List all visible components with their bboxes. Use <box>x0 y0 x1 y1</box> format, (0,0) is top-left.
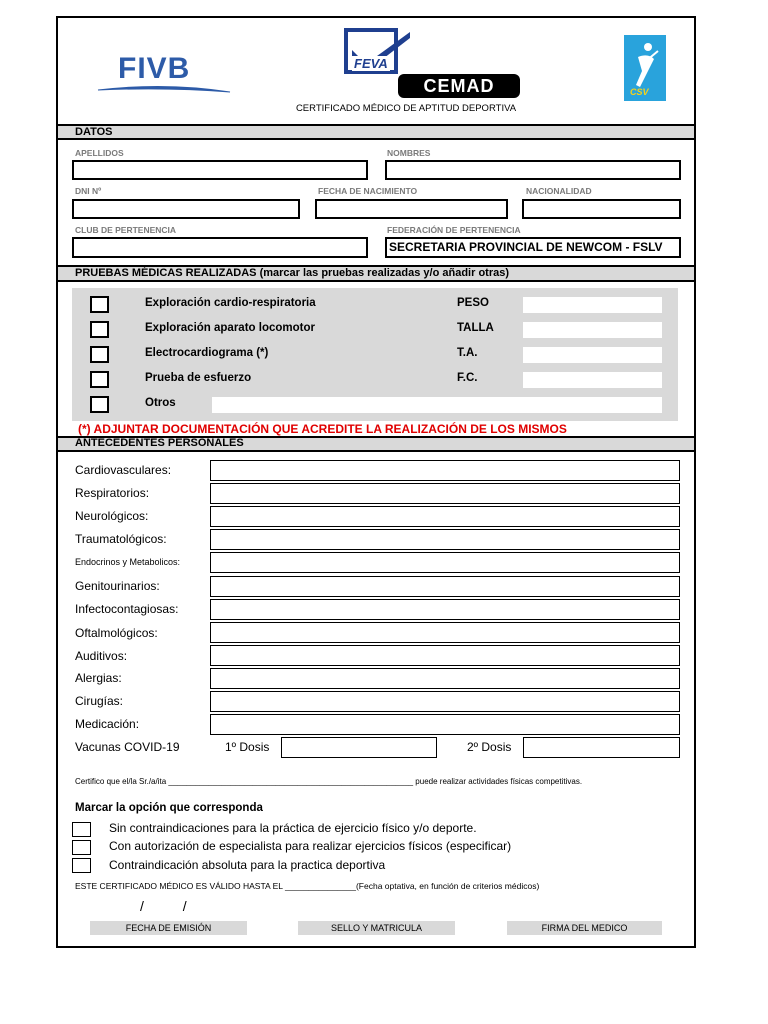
csv-logo-text: CSV <box>630 87 649 97</box>
ant-cardio-field[interactable] <box>210 460 680 481</box>
ant-respiratorios-label: Respiratorios: <box>75 486 150 500</box>
talla-field[interactable] <box>523 322 662 338</box>
test-electro-label: Electrocardiograma (*) <box>145 347 269 359</box>
opciones-title: Marcar la opción que corresponda <box>75 802 263 814</box>
fecha-slashes: / / <box>140 898 187 914</box>
ant-cirugias-field[interactable] <box>210 691 680 712</box>
club-field[interactable] <box>72 237 368 258</box>
checkbox-otros[interactable] <box>90 396 109 413</box>
fecha-nacimiento-field[interactable] <box>315 199 508 219</box>
fc-field[interactable] <box>523 372 662 388</box>
ant-oftalmologicos-field[interactable] <box>210 622 680 643</box>
ant-medicacion-field[interactable] <box>210 714 680 735</box>
checkbox-cardio[interactable] <box>90 296 109 313</box>
csv-logo <box>624 35 666 101</box>
fc-label: F.C. <box>457 372 478 384</box>
ant-alergias-label: Alergias: <box>75 671 122 685</box>
cemad-logo: CEMAD <box>398 74 520 98</box>
section-datos-header: DATOS <box>58 124 694 140</box>
checkbox-electro[interactable] <box>90 346 109 363</box>
dosis2-label: 2º Dosis <box>467 740 512 754</box>
dosis1-label: 1º Dosis <box>225 740 270 754</box>
checkbox-esfuerzo[interactable] <box>90 371 109 388</box>
dosis1-field[interactable] <box>281 737 437 758</box>
ant-traumatologicos-field[interactable] <box>210 529 680 550</box>
otros-field[interactable] <box>212 397 662 413</box>
fivb-logo-text: FIVB <box>118 52 191 85</box>
option-contraindicacion-absoluta-checkbox[interactable] <box>72 858 91 873</box>
ta-label: T.A. <box>457 347 478 359</box>
ant-auditivos-label: Auditivos: <box>75 649 128 663</box>
validez-blank[interactable]: _______________ <box>285 881 356 891</box>
federacion-field[interactable] <box>385 237 681 258</box>
fecha-emision-box[interactable]: FECHA DE EMISIÓN <box>90 921 247 935</box>
feva-logo-text: FEVA <box>354 56 388 71</box>
option-con-autorizacion-label: Con autorización de especialista para realizar ejercicios físicos (especificar) <box>109 839 512 853</box>
fecha-nacimiento-label: FECHA DE NACIMIENTO <box>318 186 418 196</box>
validez-note: (Fecha optativa, en función de criterios médicos) <box>355 881 540 891</box>
documentation-note: (*) ADJUNTAR DOCUMENTACIÓN QUE ACREDITE LA REALIZACIÓN DE LOS MISMOS <box>78 422 567 436</box>
ant-alergias-field[interactable] <box>210 668 680 689</box>
ant-infecto-label: Infectocontagiosas: <box>75 602 179 616</box>
ant-endocrinos-label: Endocrinos y Metabolicos: <box>75 557 181 567</box>
test-esfuerzo-label: Prueba de esfuerzo <box>145 372 252 384</box>
feva-logo <box>336 28 416 76</box>
firma-medico-box[interactable]: FIRMA DEL MEDICO <box>507 921 662 935</box>
ant-auditivos-field[interactable] <box>210 645 680 666</box>
nombres-field[interactable] <box>385 160 681 180</box>
ant-traumatologicos-label: Traumatológicos: <box>75 532 167 546</box>
ant-respiratorios-field[interactable] <box>210 483 680 504</box>
vacunas-label: Vacunas COVID-19 <box>75 740 180 754</box>
apellidos-label: APELLIDOS <box>75 148 124 158</box>
validez-label: ESTE CERTIFICADO MÉDICO ES VÁLIDO HASTA EL <box>75 881 283 891</box>
ant-endocrinos-field[interactable] <box>210 552 680 573</box>
peso-label: PESO <box>457 297 489 309</box>
ant-genitourinarios-field[interactable] <box>210 576 680 597</box>
dni-label: DNI Nº <box>75 186 102 196</box>
federacion-value: SECRETARIA PROVINCIAL DE NEWCOM - FSLV <box>389 240 663 254</box>
test-otros-label: Otros <box>145 397 176 409</box>
dosis2-field[interactable] <box>523 737 680 758</box>
option-sin-contraindicaciones-label: Sin contraindicaciones para la práctica de ejercicio físico y/o deporte. <box>109 821 477 835</box>
option-sin-contraindicaciones-checkbox[interactable] <box>72 822 91 837</box>
validez-line <box>75 881 539 891</box>
ant-neurologicos-label: Neurológicos: <box>75 509 149 523</box>
section-pruebas-header: PRUEBAS MÉDICAS REALIZADAS (marcar las pruebas realizadas y/o añadir otras) <box>58 265 694 282</box>
checkbox-locomotor[interactable] <box>90 321 109 338</box>
ant-oftalmologicos-label: Oftalmológicos: <box>75 626 158 640</box>
nacionalidad-field[interactable] <box>522 199 681 219</box>
talla-label: TALLA <box>457 322 494 334</box>
option-contraindicacion-absoluta-label: Contraindicación absoluta para la practica deportiva <box>109 858 386 872</box>
sello-matricula-box[interactable]: SELLO Y MATRICULA <box>298 921 455 935</box>
fivb-logo <box>96 52 232 96</box>
nombres-label: NOMBRES <box>387 148 431 158</box>
option-con-autorizacion-checkbox[interactable] <box>72 840 91 855</box>
dni-field[interactable] <box>72 199 300 219</box>
ant-medicacion-label: Medicación: <box>75 717 140 731</box>
ta-field[interactable] <box>523 347 662 363</box>
ant-genitourinarios-label: Genitourinarios: <box>75 579 160 593</box>
test-cardio-label: Exploración cardio-respiratoria <box>145 297 316 309</box>
nacionalidad-label: NACIONALIDAD <box>526 186 592 196</box>
ant-neurologicos-field[interactable] <box>210 506 680 527</box>
ant-infecto-field[interactable] <box>210 599 680 620</box>
certifico-text: Certifico que el/la Sr./a/ita _______________________________________________________ puede realizar actividades físicas competitivas. <box>75 777 583 786</box>
ant-cardio-label: Cardiovasculares: <box>75 463 172 477</box>
peso-field[interactable] <box>523 297 662 313</box>
federacion-label: FEDERACIÓN DE PERTENENCIA <box>387 225 521 235</box>
club-label: CLUB DE PERTENENCIA <box>75 225 177 235</box>
form-subtitle: CERTIFICADO MÉDICO DE APTITUD DEPORTIVA <box>295 103 517 114</box>
apellidos-field[interactable] <box>72 160 368 180</box>
test-locomotor-label: Exploración aparato locomotor <box>145 322 315 334</box>
ant-cirugias-label: Cirugías: <box>75 694 124 708</box>
section-antecedentes-header: ANTECEDENTES PERSONALES <box>58 436 694 452</box>
